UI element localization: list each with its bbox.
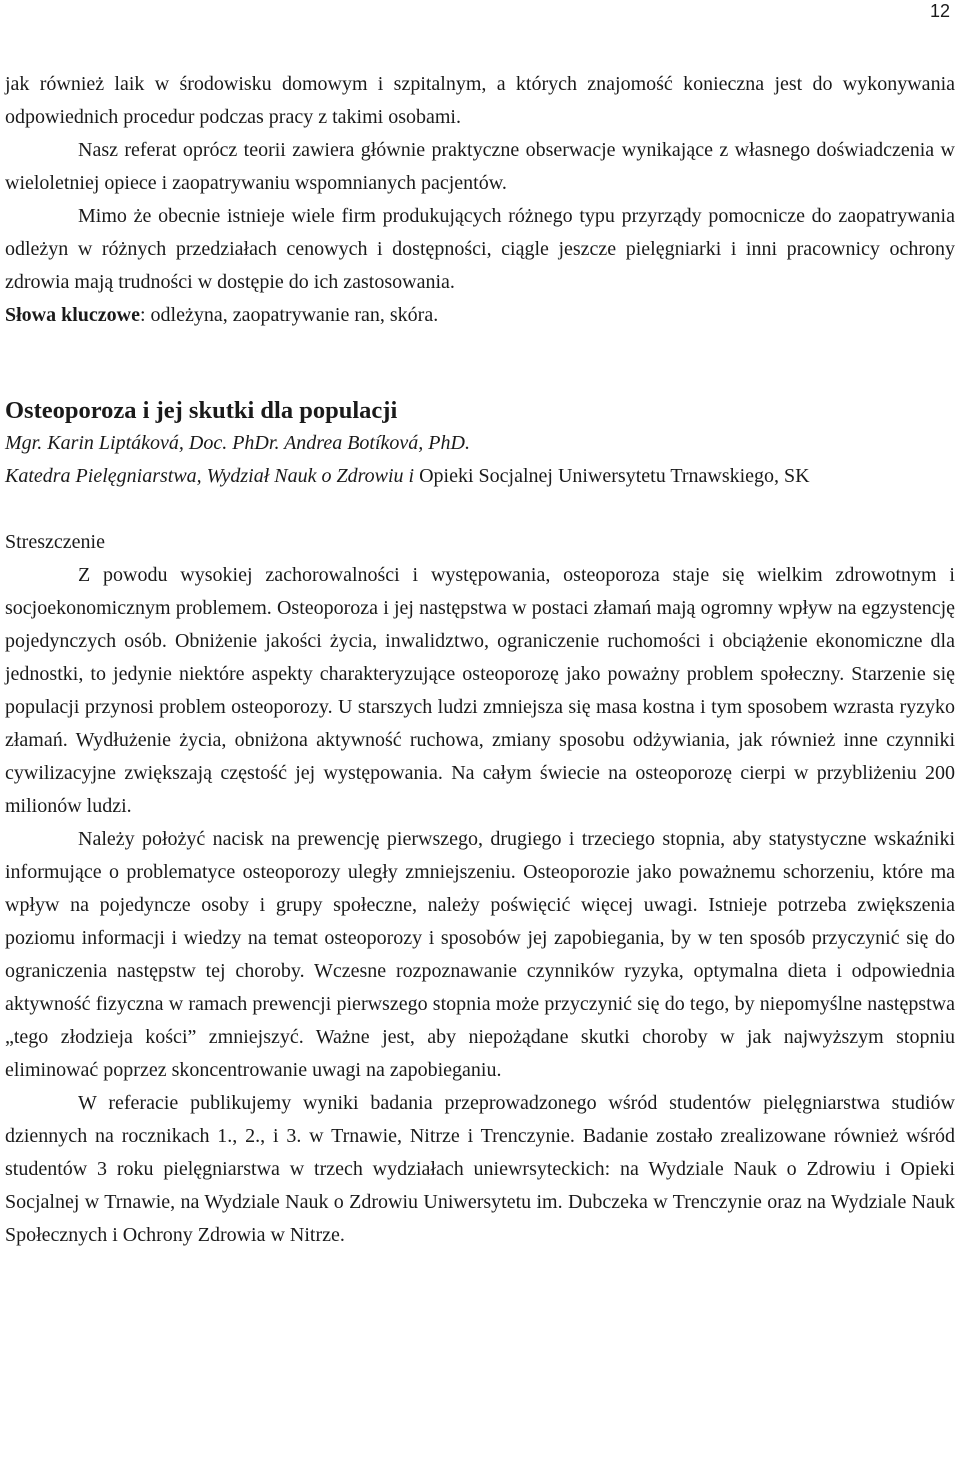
abstract-paragraph-2: Należy położyć nacisk na prewencję pierwszego, drugiego i trzeciego stopnia, aby statystyczne wskaźniki informujące o problematyce osteoporozy uległy zmniejszeniu. Osteoporozie jako poważnemu schorzeniu, które ma wpływ na pojedyncze osoby i grupy społeczne, należy poświęcić więcej uwagi. Istnieje potrzeba zwiększenia poziomu informacji i wiedzy na temat osteoporozy i sposobów jej zapobiegania, by w ten sposób przyczynić się do ograniczenia następstw tej choroby. Wczesne rozpoznawanie czynników ryzyka, optymalna dieta i odpowiednia aktywność fizyczna w ramach prewencji pierwszego stopnia może przyczynić się do tego, by niepomyślne następstwa „tego złodzieja kości” zmniejszyć. Ważne jest, aby niepożądane skutki choroby w jak najwyższym stopniu eliminować poprzez skoncentrowanie uwagi na zapobieganiu.	[5, 828, 955, 1081]
page-number: 12	[929, 1, 950, 21]
abstract-label: Streszczenie	[5, 531, 105, 553]
keywords-line	[5, 299, 955, 332]
intro-paragraph-1: jak również laik w środowisku domowym i szpitalnym, a których znajomość konieczna jest do wykonywania odpowiednich procedur podczas pracy z takimi osobami.	[5, 73, 955, 128]
document-body	[5, 68, 955, 1252]
keywords-text: : odleżyna, zaopatrywanie ran, skóra.	[140, 304, 439, 326]
keywords-label: Słowa kluczowe	[5, 304, 140, 326]
article-title: Osteoporoza i jej skutki dla populacji	[5, 397, 398, 424]
intro-paragraph-2: Nasz referat oprócz teorii zawiera głównie praktyczne obserwacje wynikające z własnego doświadczenia w wieloletniej opiece i zaopatrywaniu wspomnianych pacjentów.	[5, 139, 955, 194]
abstract-paragraph-1: Z powodu wysokiej zachorowalności i występowania, osteoporoza staje się wielkim zdrowotnym i socjoekonomicznym problemem. Osteoporoza i jej następstwa w postaci złamań mają ogromny wpływ na egzystencję pojedynczych osób. Obniżenie jakości życia, inwalidztwo, ograniczenie ruchomości i obciążenie ekonomiczne dla jednostki, to jedynie niektóre aspekty charakteryzujące osteoporozę jako poważny problem społeczny. Starzenie się populacji przynosi problem osteoporozy. U starszych ludzi zmniejsza się masa kostna i tym sposobem wzrasta ryzyko złamań. Wydłużenie życia, obniżona aktywność ruchowa, zmiany sposobu odżywiania, jak również inne czynniki cywilizacyjne zwiększają częstość jej występowania. Na całym świecie na osteoporozę cierpi w przybliżeniu 200 milionów ludzi.	[5, 564, 955, 817]
abstract-paragraph-3: W referacie publikujemy wyniki badania przeprowadzonego wśród studentów pielęgniarstwa studiów dziennych na rocznikach 1., 2., i 3. w Trnawie, Nitrze i Trenczynie. Badanie zostało zrealizowane również wśród studentów 3 roku pielęgniarstwa w trzech wydziałach uniewrsyteckich: na Wydziale Nauk o Zdrowiu i Opieki Socjalnej w Trnawie, na Wydziale Nauk o Zdrowiu Uniwersytetu im. Dubczeka w Trenczynie oraz na Wydziale Nauk Społecznych i Ochrony Zdrowia w Nitrze.	[5, 1092, 955, 1246]
article-affiliation	[5, 460, 955, 493]
article-authors: Mgr. Karin Liptáková, Doc. PhDr. Andrea Botíková, PhD.	[5, 432, 470, 454]
intro-paragraph-3: Mimo że obecnie istnieje wiele firm produkujących różnego typu przyrządy pomocnicze do zaopatrywania odleżyn w różnych przedziałach cenowych i dostępności, ciągle jeszcze pielęgniarki i inni pracownicy ochrony zdrowia mają trudności w dostępie do ich zastosowania.	[5, 205, 955, 293]
affiliation-rest: Opieki Socjalnej Uniwersytetu Trnawskiego, SK	[414, 465, 810, 487]
affiliation-italic: Katedra Pielęgniarstwa, Wydział Nauk o Zdrowiu i	[5, 465, 415, 487]
